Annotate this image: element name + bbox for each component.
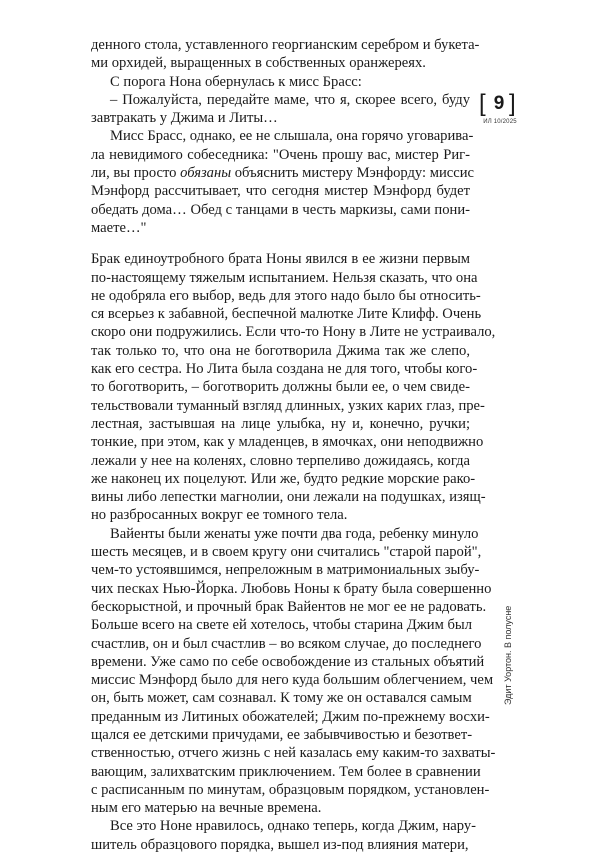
paragraph — [91, 91, 470, 128]
text-line: бескорыстной, и прочный брак Вайентов не мог ее не радовать. — [91, 598, 487, 615]
paragraph — [91, 250, 496, 524]
text-line: преданным из Литиных обожателей; Джим по-прежнему восхи- — [91, 708, 490, 725]
text-line: – Пожалуйста, передайте маме, что я, скорее всего, буду — [110, 91, 470, 108]
text-line: денного стола, уставленного георгианским серебром и букета- — [91, 37, 480, 53]
text-line: ным его матерью на вечные времена. — [91, 800, 322, 817]
text-line: он, быть может, сам сознавал. К тому же он оставался самым — [91, 690, 472, 707]
issue-label: ИЛ 10/2025 — [483, 119, 517, 125]
text-line: Вайенты были женаты уже почти два года, ребенку минуло — [110, 525, 479, 542]
text-line: так только то, что она не боготворила Джима так же слепо, — [91, 342, 470, 359]
text-line: лестная, застывшая на лице улыбка, ну и, конечно, ручки; — [91, 415, 470, 432]
text-line: как его сестра. Но Лита была создана не для того, чтобы кого- — [91, 361, 478, 378]
text-line: по-настоящему тяжелым испытанием. Нельзя сказать, что она — [91, 269, 478, 286]
text-line: ся всерьез к забавной, беспечной малютке Лите Клифф. Очень — [91, 306, 482, 323]
text-line: Мэнфорд рассчитывает, что сегодня мистер Мэнфорд будет — [91, 183, 470, 200]
paragraph — [91, 73, 470, 91]
text-line: маете…" — [91, 219, 147, 236]
text-line: обедать дома… Обед с танцами в честь маркизы, сами пони- — [91, 201, 470, 218]
text-line: завтракать у Джима и Литы… — [91, 110, 278, 127]
running-footer: Эдит Уортон. В полусне — [503, 605, 513, 705]
text-line: ла невидимого собеседника: "Очень прошу вас, мистер Риг- — [91, 146, 470, 163]
paragraph — [91, 817, 476, 854]
text-line: же наконец их поцелуют. Или же, будто редкие морские рако- — [91, 470, 476, 487]
text-line: шесть месяцев, и в своем кругу они считались "старой парой", — [91, 544, 482, 561]
text-line: Брак единоутробного брата Ноны явился в ее жизни первым — [91, 251, 470, 268]
page-number: 9 — [493, 93, 505, 114]
text-line: щался ее детскими причудами, ее забывчивостью и безответ- — [91, 726, 473, 743]
right-bracket: ] — [509, 90, 516, 117]
text-line: не одобряла его выбор, ведь для этого надо было бы относить- — [91, 287, 481, 304]
text-line: чем-то устоявшимся, непреложным в матримониальных зыбу- — [91, 562, 480, 579]
text-line: тонкие, при этом, как у младенцев, в ямочках, они неподвижно — [91, 434, 484, 451]
text-line: ственностью, отчего жизнь с ней казалась ему каким-то захваты- — [91, 745, 496, 762]
paragraph — [91, 127, 474, 237]
text-line: миссис Мэнфорд было для него куда большим облегчением, чем — [91, 672, 494, 689]
page-number-marker — [479, 92, 521, 132]
text-line: шитель образцового порядка, вышел из-под влияния матери, — [91, 836, 469, 853]
text-line: С порога Нона обернулась к мисс Брасс: — [110, 73, 362, 90]
text-line: ли, вы просто обязаны объяснить мистеру Мэнфорду: миссис — [91, 165, 474, 182]
text-line: ми орхидей, выращенных в собственных оранжереях. — [91, 55, 426, 72]
text-line: Все это Ноне нравилось, однако теперь, когда Джим, нару- — [110, 818, 476, 835]
text-line: лежали у нее на коленях, словно терпеливо дожидаясь, когда — [91, 452, 470, 469]
emphasis: обязаны — [180, 165, 232, 182]
text-line: вины либо лепестки магнолии, они лежали на подушках, изящ- — [91, 489, 486, 506]
left-bracket: [ — [479, 90, 486, 117]
text-line: то боготворить, – боготворить должны были ее, о чем свиде- — [91, 379, 470, 396]
text-line: Больше всего на свете ей хотелось, чтобы старина Джим был — [91, 617, 472, 634]
text-line: тельствовали туманный взгляд длинных, узких карих глаз, пре- — [91, 397, 485, 414]
body-text — [91, 36, 496, 854]
text-line: скоро они подружились. Если что-то Нону в Лите не устраивало, — [91, 324, 496, 341]
text-line: с расписанным по минутам, образцовым порядком, установлен- — [91, 781, 490, 798]
text-line: чих песках Нью-Йорка. Любовь Ноны к брату была совершенно — [91, 580, 492, 597]
paragraph — [91, 525, 496, 818]
text-line: вающим, залихватским приключением. Тем более в сравнении — [91, 763, 481, 780]
text-line: но разбросанных вокруг ее томного тела. — [91, 507, 348, 524]
text-line: времени. Уже само по себе освобождение из стальных объятий — [91, 653, 485, 670]
section-break — [91, 237, 470, 250]
text-line: счастлив, он и был счастлив – во всяком случае, до последнего — [91, 635, 482, 652]
paragraph — [91, 36, 480, 73]
text-line: Мисс Брасс, однако, ее не слышала, она горячо уговарива- — [110, 128, 474, 145]
